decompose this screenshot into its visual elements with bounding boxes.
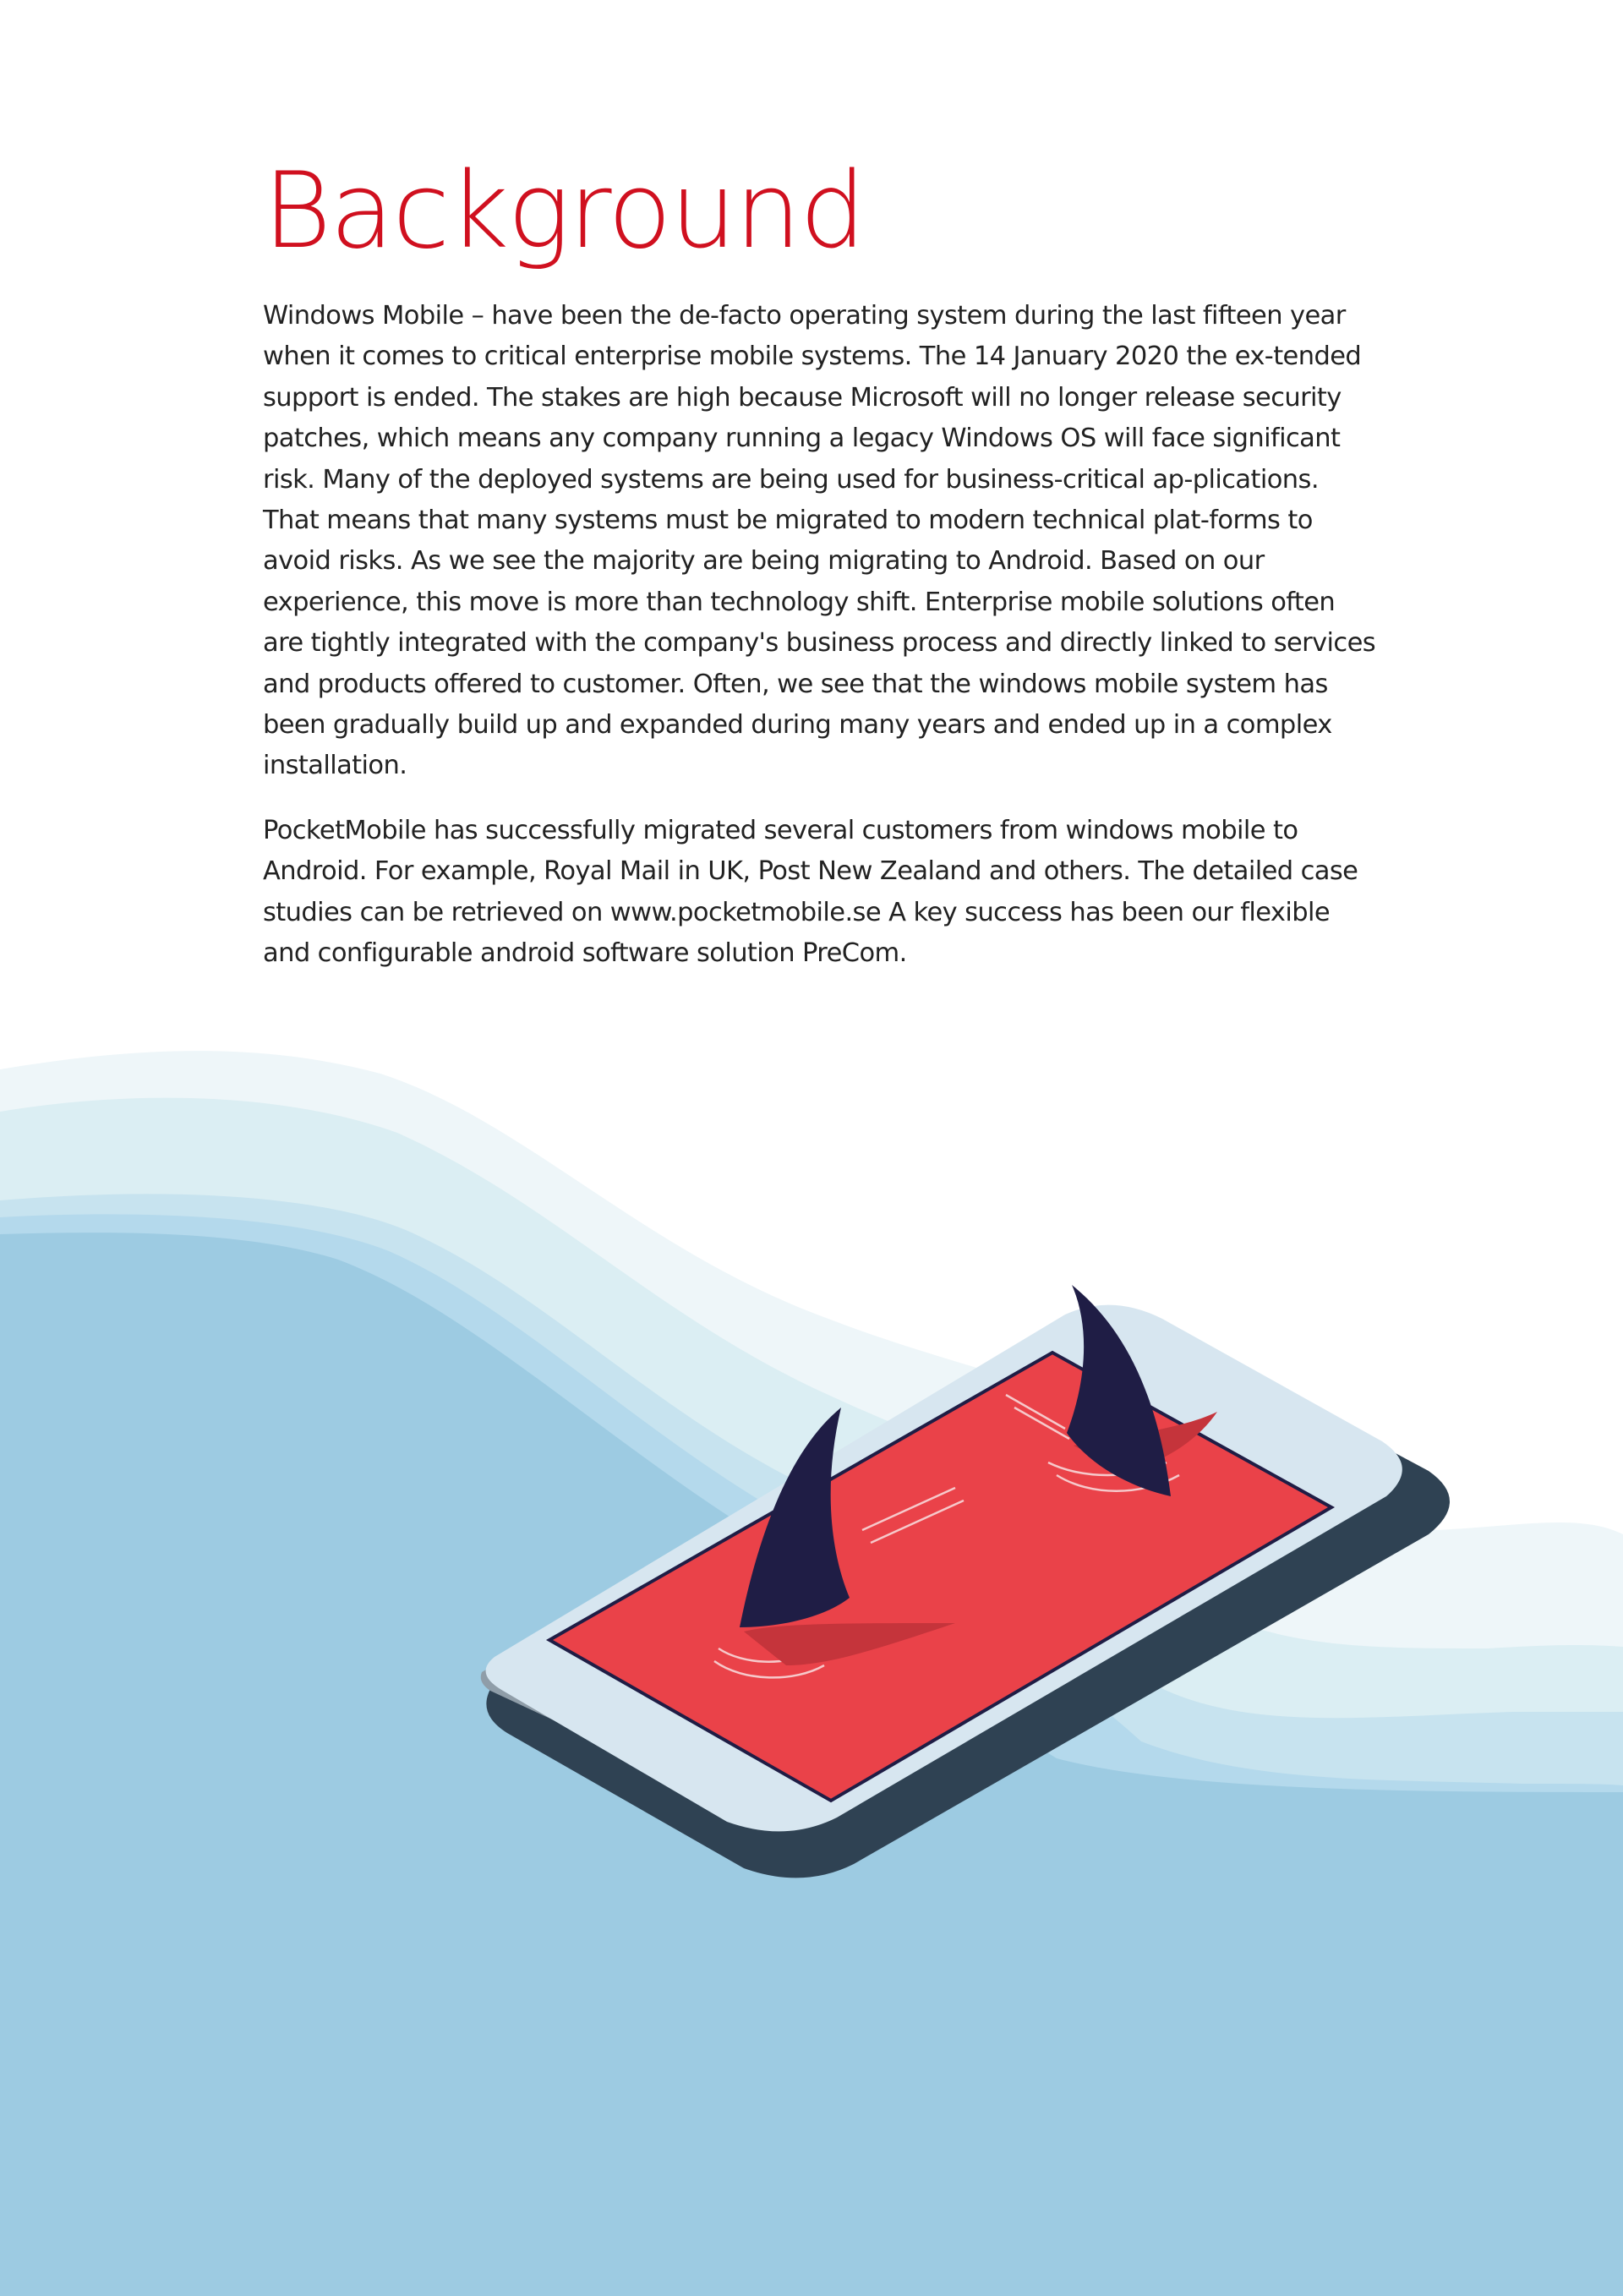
body-paragraph-windows-mobile: Windows Mobile – have been the de-facto operating system during the last fifteen year when it comes to critical enterprise mobile systems. The 14 January 2020 the ex-tended support is ended. The stakes are high because Microsoft will no longer release security patches, which means any company running a legacy Windows OS will face significant risk. Many of the deployed systems are being used for business-critical ap-plications. That means that many systems must be migrated to modern technical plat-forms to avoid risks. As we see the majority are being migrating to Android. Based on our experience, this move is more than technology shift. Enterprise mobile solutions often are tightly integrated with the company's business process and directly linked to services and products offered to customer. Often, we see that the windows mobile system has been gradually build up and expanded during many years and ended up in a complex installation. (263, 301, 1376, 781)
sea-illustration (0, 1040, 1623, 2296)
page-title: Background (263, 150, 865, 272)
body-paragraph-pocketmobile: PocketMobile has successfully migrated several customers from windows mobile to Android. For example, Royal Mail in UK, Post New Zealand and others. The detailed case studies can be retrieved on www.pocketmobile.se A key success has been our flexible and configurable android software solution PreCom. (263, 815, 1358, 969)
text-content (263, 150, 1379, 975)
